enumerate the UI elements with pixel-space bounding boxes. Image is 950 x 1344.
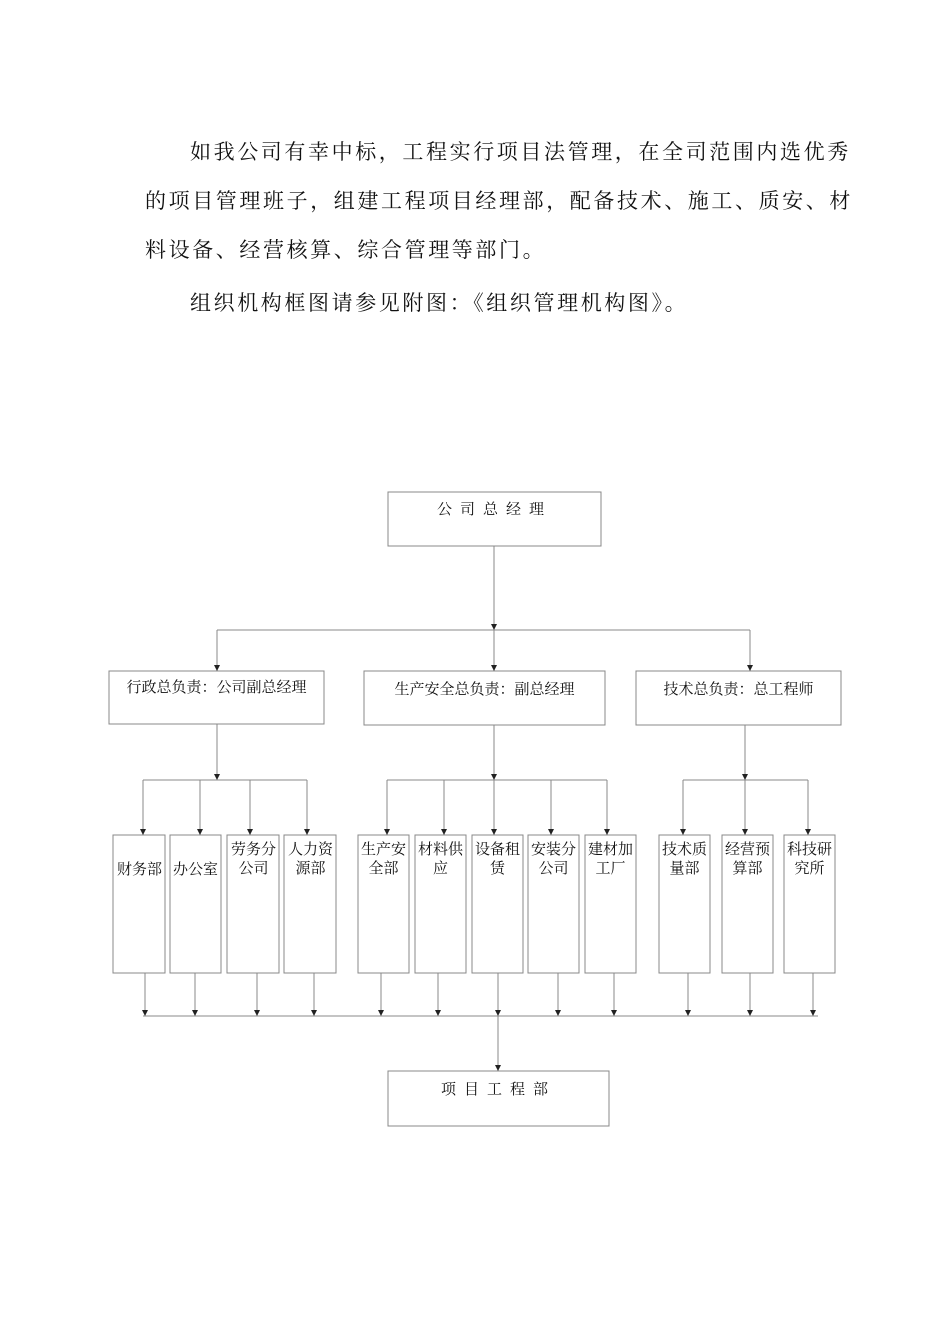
chart-reference-paragraph: 组织机构框图请参见附图：《组织管理机构图》。 (190, 291, 689, 315)
dept-label-materials-plant: 建材加工厂 (587, 840, 633, 877)
dept-label-equipment-leasing: 设备租赁 (474, 840, 520, 877)
bottom-box-label: 项目工程部 (440, 1080, 556, 1098)
dept-label-tech-quality: 技术质量部 (661, 840, 707, 877)
dept-label-finance: 财务部 (116, 860, 162, 878)
manager-label-technical: 技术总负责：总工程师 (663, 680, 814, 698)
dept-label-office: 办公室 (172, 860, 218, 878)
top-box-label: 公司总经理 (436, 500, 552, 518)
dept-box-1 (113, 835, 165, 973)
dept-label-budget: 经营预算部 (724, 840, 770, 877)
dept-label-production-safety: 生产安全部 (360, 840, 406, 877)
manager-label-admin: 行政总负责：公司副总经理 (126, 678, 307, 696)
dept-label-installation-branch: 安装分公司 (530, 840, 576, 877)
dept-box-2 (170, 835, 221, 973)
intro-paragraph: 如我公司有幸中标，工程实行项目法管理，在全司范围内选优秀的项目管理班子，组建工程项目经理部，配备技术、施工、质安、材料设备、经营核算、综合管理等部门。 (145, 140, 853, 262)
dept-label-labor-branch: 劳务分公司 (230, 840, 276, 877)
dept-label-hr: 人力资源部 (287, 840, 333, 877)
dept-label-research: 科技研究所 (786, 840, 832, 877)
manager-label-production: 生产安全总负责：副总经理 (394, 680, 575, 698)
dept-label-material-supply: 材料供应 (417, 840, 463, 877)
